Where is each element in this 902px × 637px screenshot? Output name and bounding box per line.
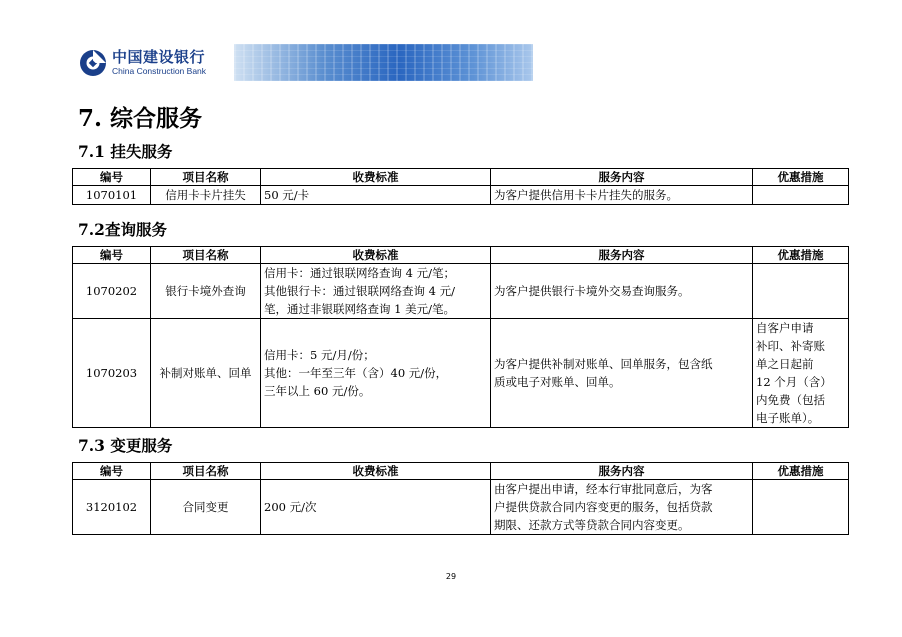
cell-fee: 信用卡：5 元/月/份； 其他：一年至三年（含）40 元/份， 三年以上 60 元/份。 bbox=[261, 319, 491, 428]
subsection-title-text: 挂失服务 bbox=[110, 143, 173, 161]
page-number: 29 bbox=[445, 572, 457, 581]
table-row bbox=[73, 186, 849, 205]
header-banner bbox=[234, 44, 533, 81]
table-row bbox=[73, 264, 849, 319]
cell-fee: 200 元/次 bbox=[261, 480, 491, 535]
cell-content: 为客户提供银行卡境外交易查询服务。 bbox=[491, 264, 753, 319]
col-header-discount: 优惠措施 bbox=[753, 247, 849, 264]
cell-name: 银行卡境外查询 bbox=[151, 264, 261, 319]
cell-name: 信用卡卡片挂失 bbox=[151, 186, 261, 205]
col-header-content: 服务内容 bbox=[491, 463, 753, 480]
ccb-logo-icon bbox=[78, 48, 108, 78]
bank-name-cn: 中国建设银行 bbox=[112, 47, 206, 66]
col-header-content: 服务内容 bbox=[491, 247, 753, 264]
cell-code: 1070203 bbox=[73, 319, 151, 428]
cell-discount: 自客户申请 补印、补寄账 单之日起前 12 个月（含） 内免费（包括 电子账单）。 bbox=[753, 319, 849, 428]
cell-content: 为客户提供补制对账单、回单服务，包含纸 质或电子对账单、回单。 bbox=[491, 319, 753, 428]
cell-code: 1070101 bbox=[73, 186, 151, 205]
cell-fee: 50 元/卡 bbox=[261, 186, 491, 205]
fee-table-lost-report bbox=[72, 168, 849, 205]
cell-fee: 信用卡：通过银联网络查询 4 元/笔； 其他银行卡：通过银联网络查询 4 元/ 笔，通过非银联网络查询 1 美元/笔。 bbox=[261, 264, 491, 319]
subsection-title-7-3 bbox=[78, 434, 172, 456]
section-title-text: 综合服务 bbox=[110, 106, 203, 132]
fee-table-change bbox=[72, 462, 849, 535]
subsection-title-text: 查询服务 bbox=[104, 221, 167, 239]
section-number: 7. bbox=[78, 105, 103, 132]
cell-content: 由客户提出申请，经本行审批同意后，为客 户提供贷款合同内容变更的服务，包括贷款 期限、还款方式等贷款合同内容变更。 bbox=[491, 480, 753, 535]
col-header-fee: 收费标准 bbox=[261, 169, 491, 186]
cell-discount bbox=[753, 186, 849, 205]
col-header-discount: 优惠措施 bbox=[753, 463, 849, 480]
cell-discount bbox=[753, 264, 849, 319]
bank-name-en: China Construction Bank bbox=[112, 65, 207, 76]
table-row bbox=[73, 319, 849, 428]
cell-discount bbox=[753, 480, 849, 535]
table-header-row bbox=[73, 463, 849, 480]
col-header-name: 项目名称 bbox=[151, 463, 261, 480]
bank-logo bbox=[76, 44, 234, 81]
fee-table-inquiry bbox=[72, 246, 849, 428]
col-header-fee: 收费标准 bbox=[261, 247, 491, 264]
col-header-name: 项目名称 bbox=[151, 169, 261, 186]
col-header-code: 编号 bbox=[73, 463, 151, 480]
col-header-code: 编号 bbox=[73, 169, 151, 186]
document-header bbox=[76, 44, 533, 81]
table-header-row bbox=[73, 247, 849, 264]
subsection-number: 7.3 bbox=[78, 436, 105, 455]
section-title bbox=[78, 100, 202, 133]
col-header-content: 服务内容 bbox=[491, 169, 753, 186]
subsection-title-7-2 bbox=[78, 218, 167, 240]
col-header-name: 项目名称 bbox=[151, 247, 261, 264]
col-header-discount: 优惠措施 bbox=[753, 169, 849, 186]
cell-content: 为客户提供信用卡卡片挂失的服务。 bbox=[491, 186, 753, 205]
subsection-title-text: 变更服务 bbox=[110, 437, 173, 455]
col-header-fee: 收费标准 bbox=[261, 463, 491, 480]
col-header-code: 编号 bbox=[73, 247, 151, 264]
cell-code: 1070202 bbox=[73, 264, 151, 319]
cell-code: 3120102 bbox=[73, 480, 151, 535]
subsection-number: 7.1 bbox=[78, 142, 105, 161]
table-header-row bbox=[73, 169, 849, 186]
cell-name: 合同变更 bbox=[151, 480, 261, 535]
subsection-title-7-1 bbox=[78, 140, 172, 162]
table-row bbox=[73, 480, 849, 535]
cell-name: 补制对账单、回单 bbox=[151, 319, 261, 428]
subsection-number: 7.2 bbox=[78, 220, 105, 239]
